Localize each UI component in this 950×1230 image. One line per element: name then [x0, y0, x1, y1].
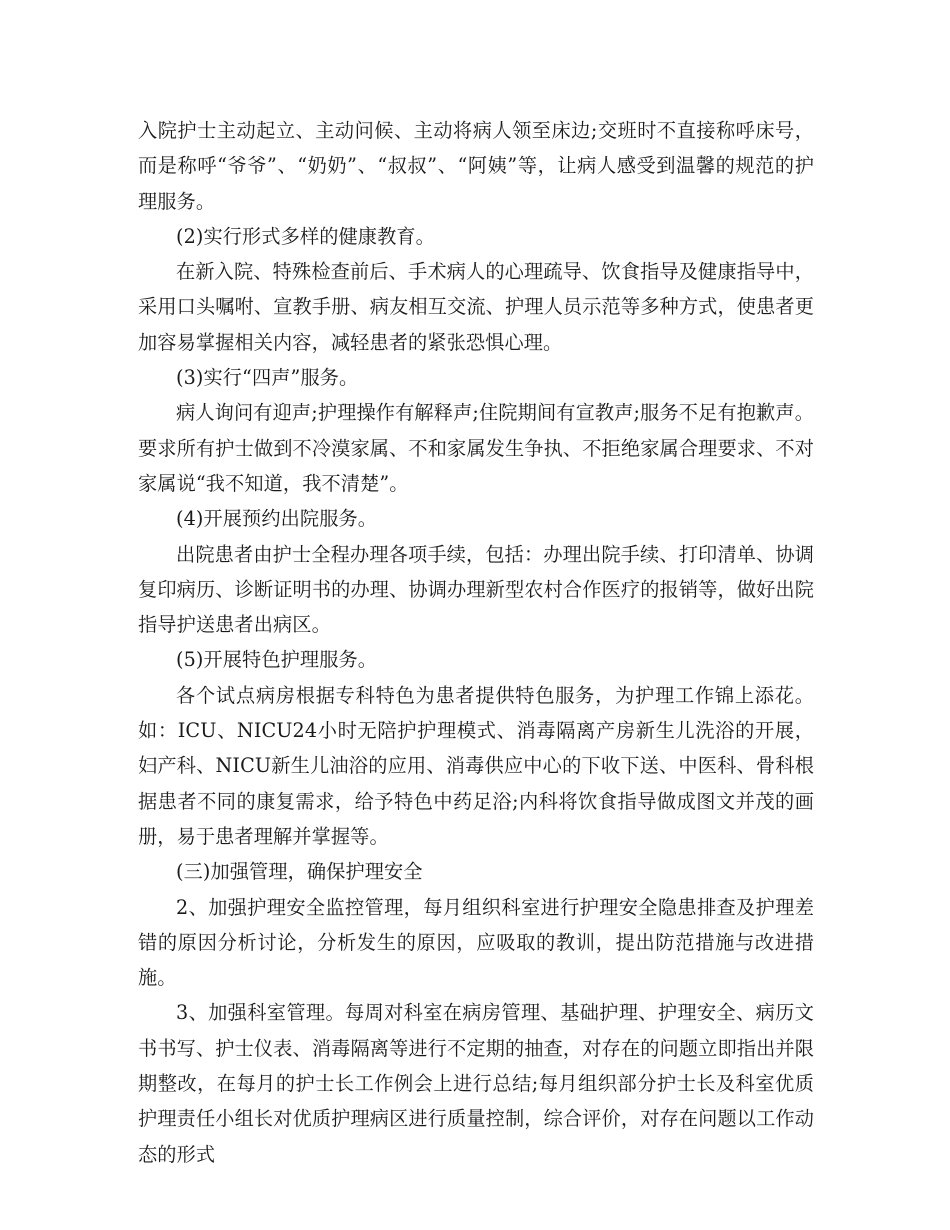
paragraph-3: 在新入院、特殊检查前后、手术病人的心理疏导、饮食指导及健康指导中，采用口头嘱咐、宣教手册、病友相互交流、护理人员示范等多种方式，使患者更加容易掌握相关内容，减轻患者的紧张恐惧心理。 [138, 260, 814, 354]
paragraph-5: 病人询问有迎声;护理操作有解释声;住院期间有宣教声;服务不足有抱歉声。要求所有护士做到不冷漠家属、不和家属发生争执、不拒绝家属合理要求、不对家属说“我不知道，我不清楚”。 [138, 401, 814, 495]
section-heading: (三)加强管理，确保护理安全 [176, 860, 423, 884]
document-page [138, 113, 814, 1172]
paragraph-4-heading: (3)实行“四声”服务。 [176, 366, 359, 390]
paragraph-8-heading: (5)开展特色护理服务。 [176, 648, 378, 672]
paragraph-1: 入院护士主动起立、主动问候、主动将病人领至床边;交班时不直接称呼床号，而是称呼“爷爷”、“奶奶”、“叔叔”、“阿姨”等，让病人感受到温馨的规范的护理服务。 [138, 119, 814, 213]
paragraph-9: 各个试点病房根据专科特色为患者提供特色服务，为护理工作锦上添花。如：ICU、NICU24小时无陪护护理模式、消毒隔离产房新生儿洗浴的开展，妇产科、NICU新生儿油浴的应用、消毒供应中心的下收下送、中医科、骨科根据患者不同的康复需求，给予特色中药足浴;内科将饮食指导做成图文并茂的画册，易于患者理解并掌握等。 [138, 683, 814, 848]
paragraph-2-heading: (2)实行形式多样的健康教育。 [176, 224, 435, 248]
paragraph-6-heading: (4)开展预约出院服务。 [176, 507, 378, 531]
paragraph-12: 3、加强科室管理。每周对科室在病房管理、基础护理、护理安全、病历文书书写、护士仪表、消毒隔离等进行不定期的抽查，对存在的问题立即指出并限期整改，在每月的护士长工作例会上进行总结;每月组织部分护士长及科室优质护理责任小组长对优质护理病区进行质量控制，综合评价，对存在问题以工作动态的形式 [138, 1001, 814, 1166]
paragraph-7: 出院患者由护士全程办理各项手续，包括：办理出院手续、打印清单、协调复印病历、诊断证明书的办理、协调办理新型农村合作医疗的报销等，做好出院指导护送患者出病区。 [138, 542, 814, 637]
paragraph-11: 2、加强护理安全监控管理，每月组织科室进行护理安全隐患排查及护理差错的原因分析讨论，分析发生的原因，应吸取的教训，提出防范措施与改进措施。 [138, 895, 814, 990]
